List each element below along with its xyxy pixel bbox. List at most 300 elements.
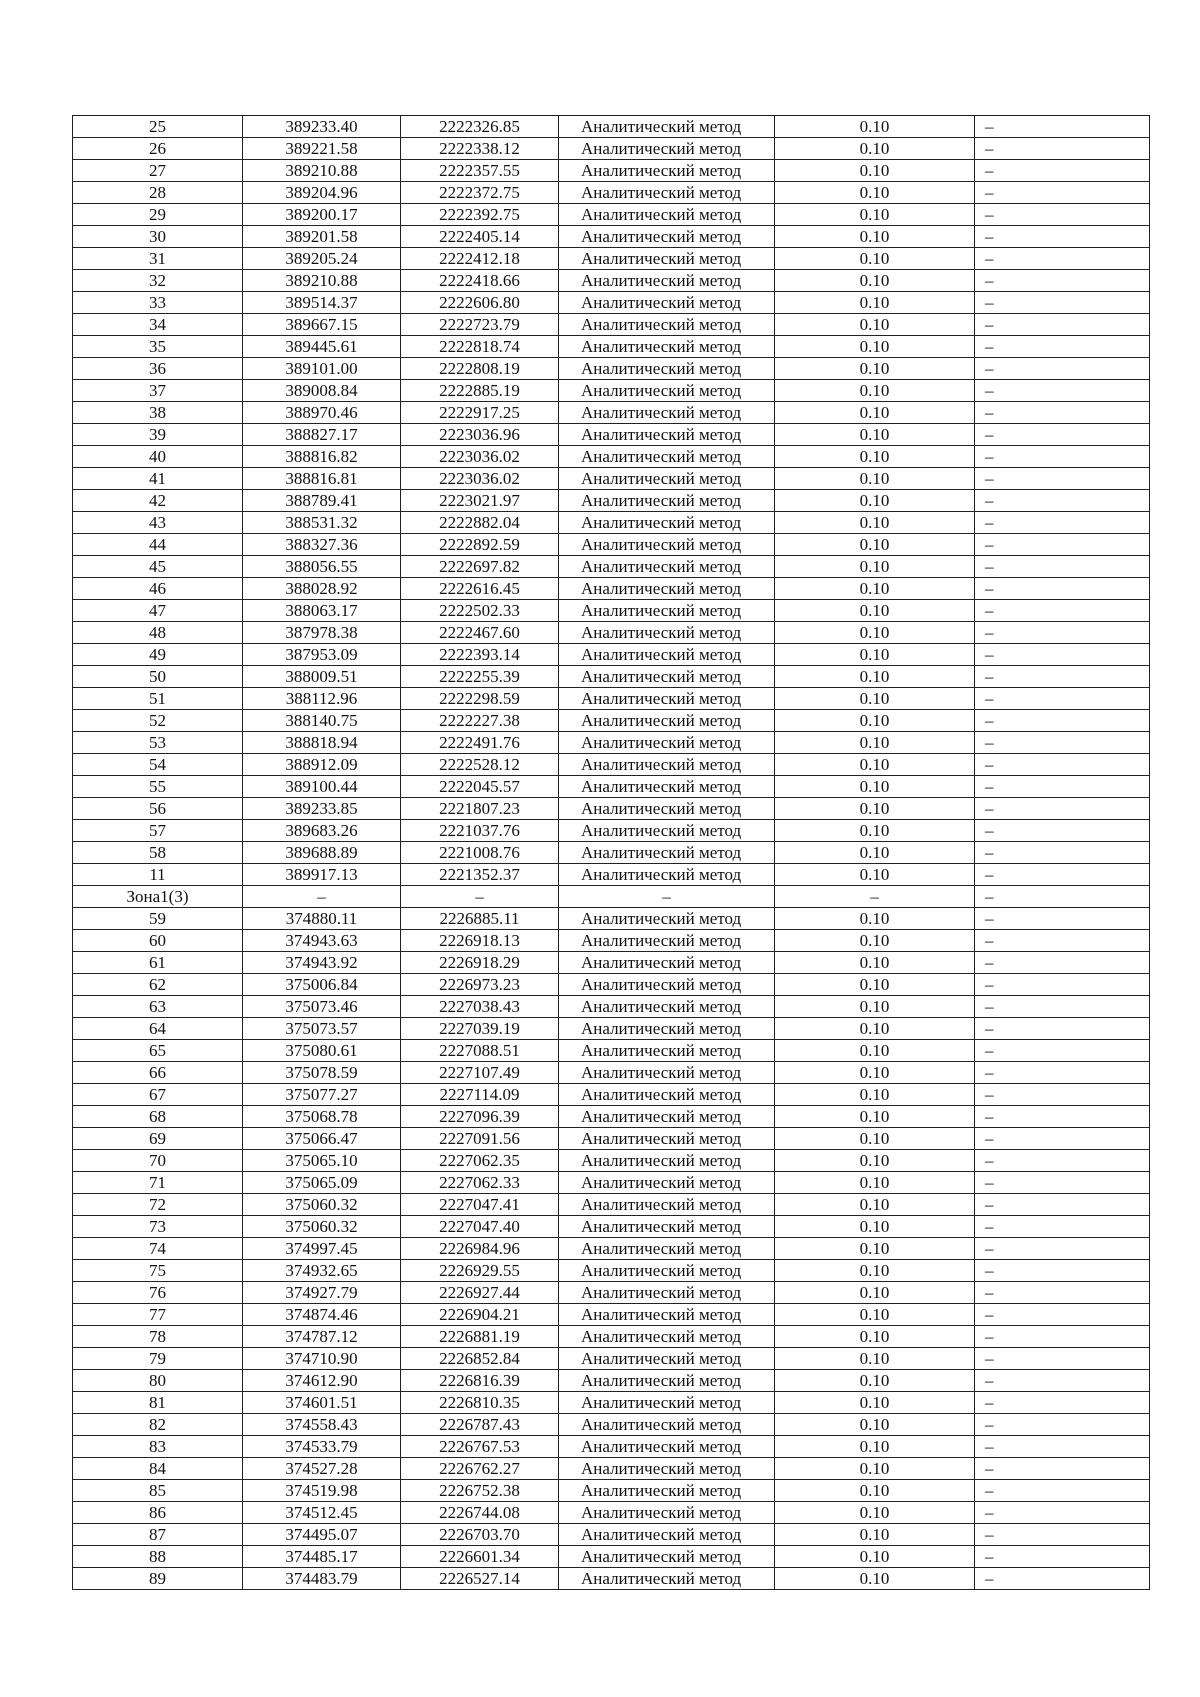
method-cell: Аналитический метод: [559, 160, 775, 182]
point-number-cell: 37: [73, 380, 243, 402]
table-row: [73, 1546, 1150, 1568]
note-cell: –: [975, 600, 1150, 622]
table-row: [73, 424, 1150, 446]
point-number-cell: 33: [73, 292, 243, 314]
accuracy-cell: 0.10: [775, 160, 975, 182]
accuracy-cell: 0.10: [775, 204, 975, 226]
note-cell: –: [975, 1062, 1150, 1084]
point-number-cell: 47: [73, 600, 243, 622]
note-cell: –: [975, 754, 1150, 776]
y-coordinate-cell: 2222418.66: [401, 270, 559, 292]
accuracy-cell: 0.10: [775, 512, 975, 534]
y-coordinate-cell: 2226927.44: [401, 1282, 559, 1304]
x-coordinate-cell: 389205.24: [243, 248, 401, 270]
x-coordinate-cell: 389233.40: [243, 116, 401, 138]
method-cell: Аналитический метод: [559, 138, 775, 160]
point-number-cell: 50: [73, 666, 243, 688]
method-cell: Аналитический метод: [559, 1458, 775, 1480]
y-coordinate-cell: 2222808.19: [401, 358, 559, 380]
accuracy-cell: 0.10: [775, 1040, 975, 1062]
table-row: [73, 1326, 1150, 1348]
x-coordinate-cell: 375065.09: [243, 1172, 401, 1194]
accuracy-cell: 0.10: [775, 842, 975, 864]
table-row: [73, 138, 1150, 160]
point-number-cell: 62: [73, 974, 243, 996]
method-cell: Аналитический метод: [559, 1062, 775, 1084]
note-cell: –: [975, 556, 1150, 578]
point-number-cell: 77: [73, 1304, 243, 1326]
method-cell: Аналитический метод: [559, 820, 775, 842]
accuracy-cell: 0.10: [775, 1348, 975, 1370]
note-cell: –: [975, 864, 1150, 886]
method-cell: Аналитический метод: [559, 1348, 775, 1370]
x-coordinate-cell: 388327.36: [243, 534, 401, 556]
note-cell: –: [975, 204, 1150, 226]
point-number-cell: 40: [73, 446, 243, 468]
point-number-cell: 48: [73, 622, 243, 644]
method-cell: Аналитический метод: [559, 600, 775, 622]
accuracy-cell: 0.10: [775, 424, 975, 446]
point-number-cell: 78: [73, 1326, 243, 1348]
y-coordinate-cell: 2222372.75: [401, 182, 559, 204]
note-cell: –: [975, 952, 1150, 974]
note-cell: –: [975, 798, 1150, 820]
accuracy-cell: 0.10: [775, 1216, 975, 1238]
method-cell: Аналитический метод: [559, 1238, 775, 1260]
table-row: [73, 1480, 1150, 1502]
method-cell: Аналитический метод: [559, 556, 775, 578]
accuracy-cell: 0.10: [775, 952, 975, 974]
method-cell: Аналитический метод: [559, 380, 775, 402]
note-cell: –: [975, 336, 1150, 358]
y-coordinate-cell: 2227088.51: [401, 1040, 559, 1062]
accuracy-cell: 0.10: [775, 1150, 975, 1172]
point-number-cell: 74: [73, 1238, 243, 1260]
method-cell: Аналитический метод: [559, 1414, 775, 1436]
method-cell: Аналитический метод: [559, 490, 775, 512]
method-cell: Аналитический метод: [559, 1436, 775, 1458]
note-cell: –: [975, 1370, 1150, 1392]
y-coordinate-cell: 2222405.14: [401, 226, 559, 248]
x-coordinate-cell: 374512.45: [243, 1502, 401, 1524]
point-number-cell: 82: [73, 1414, 243, 1436]
note-cell: –: [975, 1194, 1150, 1216]
point-number-cell: 56: [73, 798, 243, 820]
note-cell: –: [975, 732, 1150, 754]
note-cell: –: [975, 644, 1150, 666]
method-cell: Аналитический метод: [559, 1150, 775, 1172]
point-number-cell: 89: [73, 1568, 243, 1590]
accuracy-cell: 0.10: [775, 1524, 975, 1546]
x-coordinate-cell: 389008.84: [243, 380, 401, 402]
method-cell: Аналитический метод: [559, 1480, 775, 1502]
table-row: [73, 248, 1150, 270]
point-number-cell: 76: [73, 1282, 243, 1304]
x-coordinate-cell: 389917.13: [243, 864, 401, 886]
accuracy-cell: 0.10: [775, 270, 975, 292]
note-cell: –: [975, 1568, 1150, 1590]
x-coordinate-cell: 374527.28: [243, 1458, 401, 1480]
table-row: [73, 116, 1150, 138]
note-cell: –: [975, 182, 1150, 204]
accuracy-cell: 0.10: [775, 1260, 975, 1282]
accuracy-cell: 0.10: [775, 402, 975, 424]
note-cell: –: [975, 1480, 1150, 1502]
y-coordinate-cell: 2222616.45: [401, 578, 559, 600]
x-coordinate-cell: 389221.58: [243, 138, 401, 160]
accuracy-cell: 0.10: [775, 1238, 975, 1260]
note-cell: –: [975, 1436, 1150, 1458]
y-coordinate-cell: 2226852.84: [401, 1348, 559, 1370]
table-row: [73, 600, 1150, 622]
point-number-cell: 67: [73, 1084, 243, 1106]
note-cell: –: [975, 292, 1150, 314]
accuracy-cell: 0.10: [775, 798, 975, 820]
table-row: [73, 688, 1150, 710]
note-cell: –: [975, 1084, 1150, 1106]
method-cell: Аналитический метод: [559, 468, 775, 490]
accuracy-cell: 0.10: [775, 644, 975, 666]
x-coordinate-cell: 374787.12: [243, 1326, 401, 1348]
table-row: [73, 1502, 1150, 1524]
y-coordinate-cell: 2222818.74: [401, 336, 559, 358]
x-coordinate-cell: 388028.92: [243, 578, 401, 600]
method-cell: Аналитический метод: [559, 446, 775, 468]
accuracy-cell: 0.10: [775, 1370, 975, 1392]
table-row: [73, 666, 1150, 688]
method-cell: –: [559, 886, 775, 908]
x-coordinate-cell: 388818.94: [243, 732, 401, 754]
accuracy-cell: 0.10: [775, 1282, 975, 1304]
accuracy-cell: 0.10: [775, 1502, 975, 1524]
table-row: [73, 1150, 1150, 1172]
note-cell: –: [975, 1546, 1150, 1568]
method-cell: Аналитический метод: [559, 1502, 775, 1524]
y-coordinate-cell: 2221807.23: [401, 798, 559, 820]
x-coordinate-cell: 375006.84: [243, 974, 401, 996]
method-cell: Аналитический метод: [559, 1194, 775, 1216]
method-cell: Аналитический метод: [559, 292, 775, 314]
table-row: [73, 402, 1150, 424]
note-cell: –: [975, 1172, 1150, 1194]
method-cell: Аналитический метод: [559, 424, 775, 446]
y-coordinate-cell: 2226918.13: [401, 930, 559, 952]
y-coordinate-cell: 2222393.14: [401, 644, 559, 666]
point-number-cell: 54: [73, 754, 243, 776]
coordinates-table: [72, 115, 1150, 1590]
y-coordinate-cell: 2222502.33: [401, 600, 559, 622]
point-number-cell: 49: [73, 644, 243, 666]
accuracy-cell: 0.10: [775, 1018, 975, 1040]
method-cell: Аналитический метод: [559, 908, 775, 930]
method-cell: Аналитический метод: [559, 1370, 775, 1392]
x-coordinate-cell: 374558.43: [243, 1414, 401, 1436]
x-coordinate-cell: 387978.38: [243, 622, 401, 644]
note-cell: –: [975, 930, 1150, 952]
x-coordinate-cell: 388112.96: [243, 688, 401, 710]
x-coordinate-cell: 375060.32: [243, 1194, 401, 1216]
accuracy-cell: 0.10: [775, 138, 975, 160]
x-coordinate-cell: 374997.45: [243, 1238, 401, 1260]
y-coordinate-cell: 2222882.04: [401, 512, 559, 534]
accuracy-cell: 0.10: [775, 380, 975, 402]
accuracy-cell: 0.10: [775, 556, 975, 578]
x-coordinate-cell: 389204.96: [243, 182, 401, 204]
y-coordinate-cell: 2226787.43: [401, 1414, 559, 1436]
y-coordinate-cell: 2226918.29: [401, 952, 559, 974]
x-coordinate-cell: 389200.17: [243, 204, 401, 226]
point-number-cell: 69: [73, 1128, 243, 1150]
note-cell: –: [975, 380, 1150, 402]
accuracy-cell: 0.10: [775, 1436, 975, 1458]
note-cell: –: [975, 1106, 1150, 1128]
y-coordinate-cell: 2222255.39: [401, 666, 559, 688]
table-row: [73, 1128, 1150, 1150]
x-coordinate-cell: 374495.07: [243, 1524, 401, 1546]
note-cell: –: [975, 886, 1150, 908]
table-row: [73, 1348, 1150, 1370]
y-coordinate-cell: 2221008.76: [401, 842, 559, 864]
y-coordinate-cell: 2222326.85: [401, 116, 559, 138]
point-number-cell: 36: [73, 358, 243, 380]
accuracy-cell: 0.10: [775, 930, 975, 952]
method-cell: Аналитический метод: [559, 248, 775, 270]
y-coordinate-cell: 2222491.76: [401, 732, 559, 754]
y-coordinate-cell: 2226929.55: [401, 1260, 559, 1282]
note-cell: –: [975, 226, 1150, 248]
method-cell: Аналитический метод: [559, 336, 775, 358]
accuracy-cell: 0.10: [775, 490, 975, 512]
method-cell: Аналитический метод: [559, 1216, 775, 1238]
point-number-cell: 28: [73, 182, 243, 204]
y-coordinate-cell: –: [401, 886, 559, 908]
point-number-cell: 85: [73, 1480, 243, 1502]
y-coordinate-cell: 2223036.96: [401, 424, 559, 446]
table-row: [73, 798, 1150, 820]
x-coordinate-cell: 388970.46: [243, 402, 401, 424]
y-coordinate-cell: 2223021.97: [401, 490, 559, 512]
x-coordinate-cell: 388009.51: [243, 666, 401, 688]
table-row: [73, 446, 1150, 468]
note-cell: –: [975, 1150, 1150, 1172]
x-coordinate-cell: 389233.85: [243, 798, 401, 820]
method-cell: Аналитический метод: [559, 1546, 775, 1568]
y-coordinate-cell: 2226703.70: [401, 1524, 559, 1546]
note-cell: –: [975, 820, 1150, 842]
accuracy-cell: 0.10: [775, 820, 975, 842]
point-number-cell: 60: [73, 930, 243, 952]
x-coordinate-cell: 374943.92: [243, 952, 401, 974]
point-number-cell: 39: [73, 424, 243, 446]
y-coordinate-cell: 2227062.33: [401, 1172, 559, 1194]
note-cell: –: [975, 1502, 1150, 1524]
table-row: [73, 732, 1150, 754]
accuracy-cell: 0.10: [775, 1106, 975, 1128]
x-coordinate-cell: 374943.63: [243, 930, 401, 952]
point-number-cell: 35: [73, 336, 243, 358]
point-number-cell: 66: [73, 1062, 243, 1084]
point-number-cell: 52: [73, 710, 243, 732]
x-coordinate-cell: 389210.88: [243, 160, 401, 182]
table-row: [73, 1436, 1150, 1458]
accuracy-cell: 0.10: [775, 732, 975, 754]
point-number-cell: 27: [73, 160, 243, 182]
table-row: [73, 1018, 1150, 1040]
y-coordinate-cell: 2222697.82: [401, 556, 559, 578]
coordinates-table-body: [73, 116, 1150, 1590]
note-cell: –: [975, 314, 1150, 336]
y-coordinate-cell: 2222412.18: [401, 248, 559, 270]
note-cell: –: [975, 1458, 1150, 1480]
note-cell: –: [975, 160, 1150, 182]
note-cell: –: [975, 688, 1150, 710]
table-row: [73, 644, 1150, 666]
method-cell: Аналитический метод: [559, 1282, 775, 1304]
note-cell: –: [975, 842, 1150, 864]
table-row: [73, 1194, 1150, 1216]
y-coordinate-cell: 2226881.19: [401, 1326, 559, 1348]
note-cell: –: [975, 248, 1150, 270]
accuracy-cell: 0.10: [775, 358, 975, 380]
y-coordinate-cell: 2227039.19: [401, 1018, 559, 1040]
table-row: [73, 468, 1150, 490]
note-cell: –: [975, 578, 1150, 600]
accuracy-cell: 0.10: [775, 292, 975, 314]
x-coordinate-cell: 388140.75: [243, 710, 401, 732]
table-row: [73, 204, 1150, 226]
note-cell: –: [975, 468, 1150, 490]
y-coordinate-cell: 2222227.38: [401, 710, 559, 732]
point-number-cell: 80: [73, 1370, 243, 1392]
method-cell: Аналитический метод: [559, 710, 775, 732]
accuracy-cell: –: [775, 886, 975, 908]
table-row: [73, 864, 1150, 886]
method-cell: Аналитический метод: [559, 864, 775, 886]
x-coordinate-cell: 389100.44: [243, 776, 401, 798]
method-cell: Аналитический метод: [559, 952, 775, 974]
method-cell: Аналитический метод: [559, 1018, 775, 1040]
accuracy-cell: 0.10: [775, 1128, 975, 1150]
y-coordinate-cell: 2222357.55: [401, 160, 559, 182]
table-row: [73, 908, 1150, 930]
note-cell: –: [975, 996, 1150, 1018]
accuracy-cell: 0.10: [775, 1414, 975, 1436]
accuracy-cell: 0.10: [775, 1062, 975, 1084]
method-cell: Аналитический метод: [559, 512, 775, 534]
point-number-cell: 86: [73, 1502, 243, 1524]
y-coordinate-cell: 2227038.43: [401, 996, 559, 1018]
y-coordinate-cell: 2223036.02: [401, 468, 559, 490]
y-coordinate-cell: 2226762.27: [401, 1458, 559, 1480]
accuracy-cell: 0.10: [775, 600, 975, 622]
x-coordinate-cell: 375073.57: [243, 1018, 401, 1040]
table-row: [73, 1568, 1150, 1590]
table-row: [73, 160, 1150, 182]
x-coordinate-cell: 374485.17: [243, 1546, 401, 1568]
y-coordinate-cell: 2222723.79: [401, 314, 559, 336]
note-cell: –: [975, 358, 1150, 380]
note-cell: –: [975, 1348, 1150, 1370]
x-coordinate-cell: 375080.61: [243, 1040, 401, 1062]
table-row: [73, 1282, 1150, 1304]
y-coordinate-cell: 2222885.19: [401, 380, 559, 402]
accuracy-cell: 0.10: [775, 864, 975, 886]
y-coordinate-cell: 2221352.37: [401, 864, 559, 886]
note-cell: –: [975, 1128, 1150, 1150]
y-coordinate-cell: 2227107.49: [401, 1062, 559, 1084]
x-coordinate-cell: 374880.11: [243, 908, 401, 930]
method-cell: Аналитический метод: [559, 798, 775, 820]
method-cell: Аналитический метод: [559, 622, 775, 644]
table-row: [73, 842, 1150, 864]
x-coordinate-cell: 388789.41: [243, 490, 401, 512]
table-row: [73, 1458, 1150, 1480]
x-coordinate-cell: 388056.55: [243, 556, 401, 578]
method-cell: Аналитический метод: [559, 776, 775, 798]
point-number-cell: 68: [73, 1106, 243, 1128]
x-coordinate-cell: 389210.88: [243, 270, 401, 292]
accuracy-cell: 0.10: [775, 710, 975, 732]
note-cell: –: [975, 1216, 1150, 1238]
note-cell: –: [975, 1282, 1150, 1304]
table-row: [73, 1370, 1150, 1392]
x-coordinate-cell: 374932.65: [243, 1260, 401, 1282]
table-row: [73, 776, 1150, 798]
accuracy-cell: 0.10: [775, 182, 975, 204]
point-number-cell: 75: [73, 1260, 243, 1282]
note-cell: –: [975, 138, 1150, 160]
method-cell: Аналитический метод: [559, 666, 775, 688]
accuracy-cell: 0.10: [775, 248, 975, 270]
accuracy-cell: 0.10: [775, 666, 975, 688]
point-number-cell: 51: [73, 688, 243, 710]
method-cell: Аналитический метод: [559, 974, 775, 996]
note-cell: –: [975, 424, 1150, 446]
point-number-cell: 32: [73, 270, 243, 292]
point-number-cell: 72: [73, 1194, 243, 1216]
method-cell: Аналитический метод: [559, 578, 775, 600]
point-number-cell: 64: [73, 1018, 243, 1040]
point-number-cell: 42: [73, 490, 243, 512]
point-number-cell: 63: [73, 996, 243, 1018]
table-row: [73, 1040, 1150, 1062]
method-cell: Аналитический метод: [559, 1524, 775, 1546]
table-row: [73, 512, 1150, 534]
method-cell: Аналитический метод: [559, 1304, 775, 1326]
table-row: [73, 820, 1150, 842]
point-number-cell: 25: [73, 116, 243, 138]
y-coordinate-cell: 2227047.41: [401, 1194, 559, 1216]
x-coordinate-cell: 388816.81: [243, 468, 401, 490]
table-row: [73, 622, 1150, 644]
point-number-cell: 81: [73, 1392, 243, 1414]
accuracy-cell: 0.10: [775, 1084, 975, 1106]
x-coordinate-cell: 374483.79: [243, 1568, 401, 1590]
accuracy-cell: 0.10: [775, 336, 975, 358]
method-cell: Аналитический метод: [559, 754, 775, 776]
method-cell: Аналитический метод: [559, 842, 775, 864]
note-cell: –: [975, 1414, 1150, 1436]
point-number-cell: 58: [73, 842, 243, 864]
table-row: [73, 1084, 1150, 1106]
x-coordinate-cell: 389445.61: [243, 336, 401, 358]
accuracy-cell: 0.10: [775, 622, 975, 644]
x-coordinate-cell: 375068.78: [243, 1106, 401, 1128]
note-cell: –: [975, 1326, 1150, 1348]
y-coordinate-cell: 2222467.60: [401, 622, 559, 644]
y-coordinate-cell: 2226904.21: [401, 1304, 559, 1326]
x-coordinate-cell: 388531.32: [243, 512, 401, 534]
